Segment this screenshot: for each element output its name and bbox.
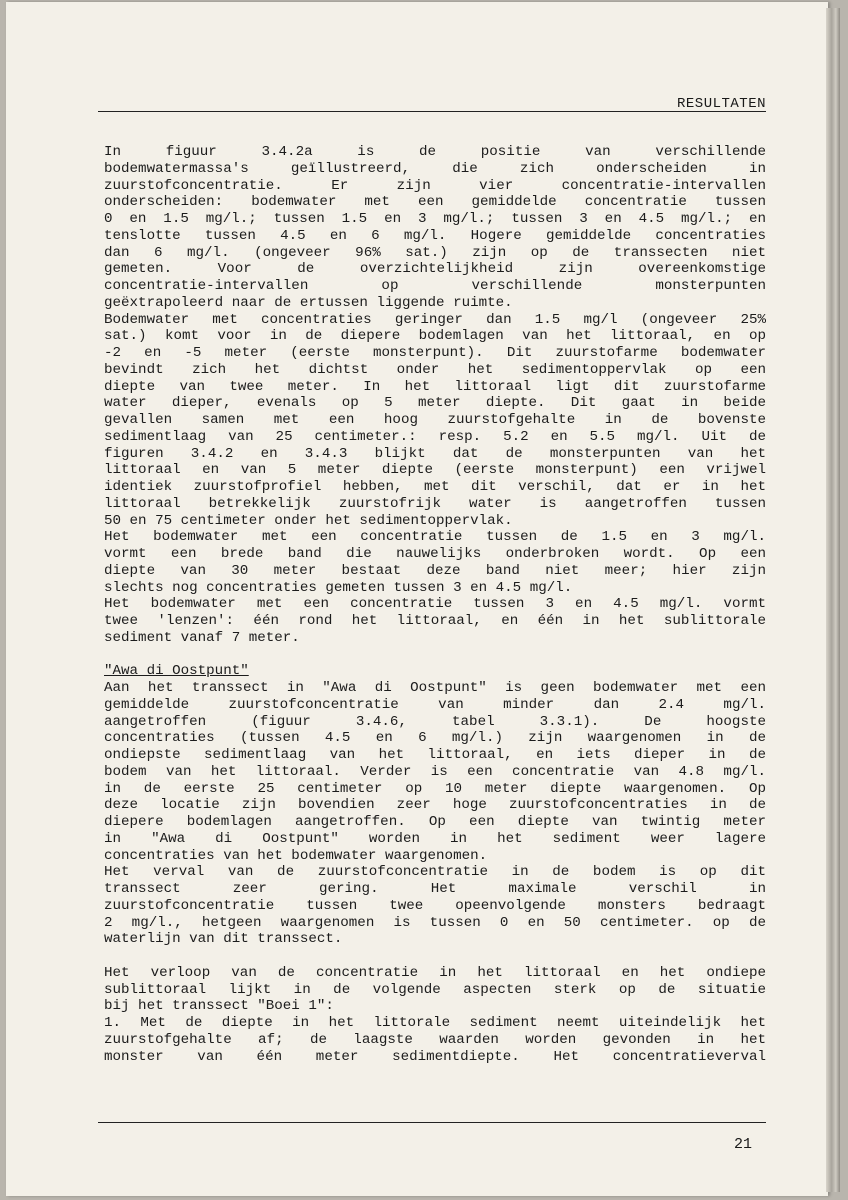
- text-line: bevindt zich het dichtst onder het sedimentoppervlak op een: [104, 361, 766, 378]
- text-line: diepte van twee meter. In het littoraal ligt dit zuurstofarme: [104, 378, 766, 395]
- text-line: in de eerste 25 centimeter op 10 meter diepte waargenomen. Op: [104, 780, 766, 797]
- text-line: figuren 3.4.2 en 3.4.3 blijkt dat de monsterpunten van het: [104, 445, 766, 462]
- text-line: zuurstofgehalte af; de laagste waarden worden gevonden in het: [104, 1031, 766, 1048]
- text-line: Aan het transsect in "Awa di Oostpunt" is geen bodemwater met een: [104, 680, 766, 696]
- header-rule: [98, 111, 766, 112]
- text-line: gevallen samen met een hoog zuurstofgehalte in de bovenste: [104, 412, 766, 428]
- text-line: bij het transsect "Boei 1":: [104, 998, 334, 1015]
- text-line: slechts nog concentraties gemeten tussen 3 en 4.5 mg/l.: [104, 579, 573, 596]
- text-line: zuurstofconcentratie tussen twee opeenvolgende monsters bedraagt: [104, 897, 766, 914]
- text-line: diepte van 30 meter bestaat deze band niet meer; hier zijn: [104, 562, 766, 579]
- section-subheading: "Awa di Oostpunt": [104, 663, 249, 680]
- text-line: zuurstofconcentratie. Er zijn vier concentratie-intervallen: [104, 177, 766, 194]
- text-line: sedimentlaag van 25 centimeter.: resp. 5.2 en 5.5 mg/l. Uit de: [104, 428, 766, 445]
- text-line: monster van één meter sedimentdiepte. Het concentratieverval: [104, 1048, 766, 1065]
- text-line: 50 en 75 centimeter onder het sedimentoppervlak.: [104, 512, 513, 529]
- running-header-title: RESULTATEN: [676, 96, 766, 112]
- text-line: diepere bodemlagen aangetroffen. Op een diepte van twintig meter: [104, 814, 766, 830]
- text-line: vormt een brede band die nauwelijks onderbroken wordt. Op een: [104, 546, 766, 562]
- text-line: deze locatie zijn bovendien zeer hoge zuurstofconcentraties in de: [104, 797, 766, 814]
- text-line: concentratie-intervallen op verschillende monsterpunten: [104, 278, 766, 294]
- text-line: -2 en -5 meter (eerste monsterpunt). Dit zuurstofarme bodemwater: [104, 345, 766, 361]
- text-line: onderscheiden: bodemwater met een gemiddelde concentratie tussen: [104, 194, 766, 211]
- text-line: sediment vanaf 7 meter.: [104, 629, 300, 646]
- text-line: Bodemwater met concentraties geringer dan 1.5 mg/l (ongeveer 25%: [104, 311, 766, 328]
- paragraph-gap: [104, 647, 766, 664]
- text-line: sublittoraal lijkt in de volgende aspecten sterk op de situatie: [104, 981, 766, 998]
- text-line: tenslotte tussen 4.5 en 6 mg/l. Hogere gemiddelde concentraties: [104, 227, 766, 244]
- page-number: 21: [733, 1136, 752, 1153]
- text-line: dan 6 mg/l. (ongeveer 96% sat.) zijn op de transsecten niet: [104, 244, 766, 261]
- text-line: gemeten. Voor de overzichtelijkheid zijn overeenkomstige: [104, 261, 766, 278]
- text-line: Het bodemwater met een concentratie tussen de 1.5 en 3 mg/l.: [104, 529, 766, 546]
- text-line: gemiddelde zuurstofconcentratie van minder dan 2.4 mg/l.: [104, 696, 766, 713]
- text-line: 2 mg/l., hetgeen waargenomen is tussen 0 en 50 centimeter. op de: [104, 914, 766, 931]
- text-line: aangetroffen (figuur 3.4.6, tabel 3.3.1). De hoogste: [104, 713, 766, 730]
- text-line: twee 'lenzen': één rond het littoraal, en één in het sublittorale: [104, 613, 766, 629]
- text-line: 1. Met de diepte in het littorale sediment neemt uiteindelijk het: [104, 1015, 766, 1031]
- text-line: bodemwatermassa's geïllustreerd, die zich onderscheiden in: [104, 160, 766, 177]
- text-line: bodem van het littoraal. Verder is een concentratie van 4.8 mg/l.: [104, 763, 766, 780]
- text-line: littoraal betrekkelijk zuurstofrijk water is aangetroffen tussen: [104, 495, 766, 512]
- text-line: concentraties van het bodemwater waargenomen.: [104, 847, 488, 864]
- text-line: water dieper, evenals op 5 meter diepte. Dit gaat in beide: [104, 395, 766, 412]
- text-line: transsect zeer gering. Het maximale verschil in: [104, 881, 766, 897]
- text-line: In figuur 3.4.2a is de positie van verschillende: [104, 144, 766, 160]
- text-line: sat.) komt voor in de diepere bodemlagen van het littoraal, en op: [104, 328, 766, 345]
- text-line: in "Awa di Oostpunt" worden in het sediment weer lagere: [104, 830, 766, 847]
- body-text: [104, 144, 766, 1065]
- footer-rule: [98, 1122, 766, 1123]
- page-edge-shadow: [826, 8, 840, 1192]
- text-line: geëxtrapoleerd naar de ertussen liggende ruimte.: [104, 294, 513, 311]
- text-line: ondiepste sedimentlaag van het littoraal, en iets dieper in de: [104, 747, 766, 763]
- text-line: 0 en 1.5 mg/l.; tussen 1.5 en 3 mg/l.; tussen 3 en 4.5 mg/l.; en: [104, 211, 766, 227]
- text-line: waterlijn van dit transsect.: [104, 931, 343, 948]
- text-line: Het verloop van de concentratie in het littoraal en het ondiepe: [104, 964, 766, 981]
- text-line: littoraal en van 5 meter diepte (eerste monsterpunt) een vrijwel: [104, 462, 766, 479]
- paragraph-gap: [104, 948, 766, 965]
- text-line: identiek zuurstofprofiel hebben, met dit verschil, dat er in het: [104, 479, 766, 495]
- text-line: Het verval van de zuurstofconcentratie in de bodem is op dit: [104, 864, 766, 881]
- text-line: concentraties (tussen 4.5 en 6 mg/l.) zijn waargenomen in de: [104, 730, 766, 747]
- text-line: Het bodemwater met een concentratie tussen 3 en 4.5 mg/l. vormt: [104, 596, 766, 613]
